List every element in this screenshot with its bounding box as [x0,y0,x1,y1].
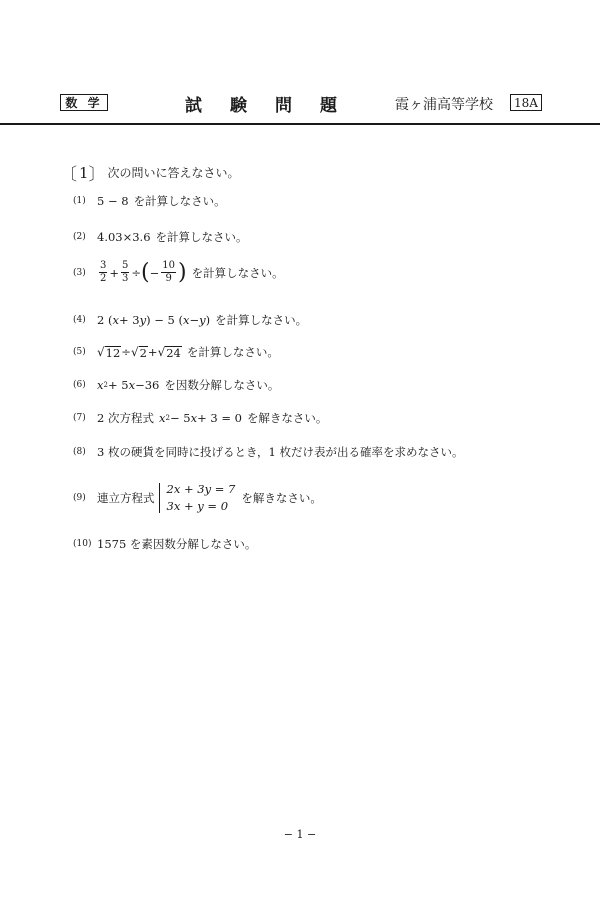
question-expression: 4.03×3.6 [97,230,151,244]
question-instruction: を計算しなさい。 [155,230,248,244]
sqrt-2: √ 2 [130,344,147,360]
question-number: (5) [73,347,86,357]
paren-close: ) [178,259,187,285]
school-name: 霞ヶ浦高等学校 [395,97,493,113]
question-number: (8) [73,447,86,457]
question-number: (10) [73,539,92,549]
question-number: (2) [73,232,86,242]
section-number: 1 [79,163,89,182]
subject-label: 数 学 [60,94,108,111]
fraction-10-9: $\frac{10}{9}$ [162,260,175,284]
section-heading [60,160,240,185]
question-expression: 5 − 8 [97,194,129,208]
question-instruction: を計算しなさい。 [133,194,226,208]
sqrt-24: √ 24 [157,344,181,360]
question-7: (7) 2 次方程式 x 2 − 5 x + 3 = 0 を解きなさい。 [73,411,328,425]
exam-header [0,90,600,120]
section-bracket-open: 〔 [60,165,77,185]
question-number: (1) [73,196,86,206]
section-bracket-close: 〕 [88,165,106,185]
question-4: (4) 2 ( x + 3 y ) − 5 ( x − y ) を計算しなさい。 [73,313,308,327]
question-instruction: を計算しなさい。 [191,265,284,280]
question-number: (6) [73,380,86,390]
exam-code: 18A [510,94,542,111]
question-instruction: を解きなさい。 [246,411,328,425]
exam-title: 試験問題 [185,96,365,116]
section-instruction: 次の問いに答えなさい。 [107,166,240,180]
page-number: − 1 − [283,828,317,841]
question-8 [73,444,463,460]
paren-open: ( [141,259,150,285]
question-6: (6) x 2 + 5 x −36 を因数分解しなさい。 [73,378,280,392]
sqrt-12: √ 12 [97,344,121,360]
question-number: (4) [73,315,86,325]
question-1 [73,193,226,209]
header-rule [0,123,600,125]
question-2 [73,229,248,245]
system-brace [159,483,164,513]
fraction-3-2: $\frac{3}{2}$ [100,260,107,284]
question-instruction: を解きなさい。 [241,491,322,505]
question-text: 3 枚の硬貨を同時に投げるとき，1 枚だけ表が出る確率を求めなさい。 [97,445,464,459]
equation-2: 3x + y = 0 [166,499,229,513]
equation-1: 2x + 3y = 7 [166,482,236,496]
question-number: (9) [73,493,86,503]
question-5: (5) √ 12 ÷ √ 2 + √ 24 を計算しなさい。 [73,344,279,360]
question-number: (7) [73,413,86,423]
question-instruction: を因数分解しなさい。 [164,378,280,392]
question-instruction: を計算しなさい。 [215,313,308,327]
question-10 [73,536,256,552]
question-3: (3) $\frac{3}{2}$ + $\frac{5}{3}$ ÷ ( − $\frac{10}{9}$ ) を計算しなさい。 [73,259,284,285]
question-number: (3) [73,267,86,278]
question-9: (9) 連立方程式 2x + 3y = 7 3x + y = 0 を解きなさい。 [73,482,322,513]
fraction-5-3: $\frac{5}{3}$ [122,260,129,284]
question-text: 1575 を素因数分解しなさい。 [97,537,257,551]
equation-system [159,481,236,515]
question-instruction: を計算しなさい。 [186,345,279,359]
